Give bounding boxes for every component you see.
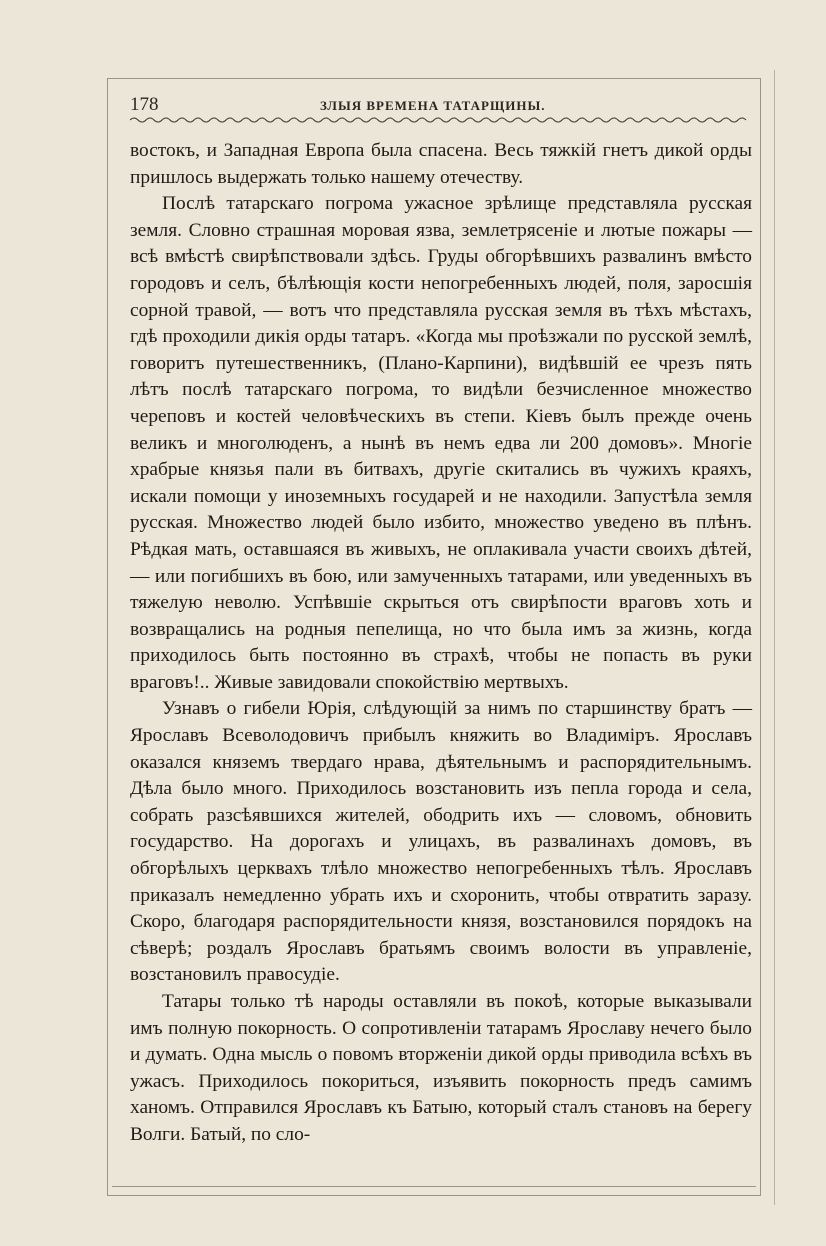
page-header (130, 92, 750, 122)
wavy-ornament-rule (130, 116, 750, 124)
paragraph-4: Татары только тѣ народы оставляли въ покоѣ, которые выказывали имъ полную покорность. О сопротивленіи татарамъ Ярославу нечего было и думать. Одна мысль о повомъ вторженіи дикой орды приводила всѣхъ въ ужасъ. Приходилось покориться, изъявить покорность предъ самимъ ханомъ. Отправился Ярославъ къ Батыю, который сталъ становъ на берегу Волги. Батый, по сло- (130, 991, 752, 1145)
paragraph-1: востокъ, и Западная Европа была спасена. Весь тяжкій гнетъ дикой орды пришлось выдержать только нашему отечеству. (130, 140, 752, 188)
paragraph-3: Узнавъ о гибели Юрія, слѣдующій за нимъ по старшинству братъ — Ярославъ Всеволодовичъ прибылъ княжить во Владиміръ. Ярославъ оказался княземъ твердаго нрава, дѣятельнымъ и распорядительнымъ. Дѣла было много. Приходилось возстановить изъ пепла города и села, собрать разсѣявшихся жителей, ободрить ихъ — словомъ, обновить государство. На дорогахъ и улицахъ, въ развалинахъ домовъ, въ обгорѣлыхъ церквахъ тлѣло множество непогребенныхъ тѣлъ. Ярославъ приказалъ немедленно убрать ихъ и схоронить, чтобы отвратить заразу. Скоро, благодаря распорядительности князя, возстановился порядокъ на сѣверѣ; роздалъ Ярославъ братьямъ своимъ волости въ управленіе, возстановилъ правосудіе. (130, 698, 752, 986)
footer-rule (112, 1186, 756, 1187)
running-title: ЗЛЫЯ ВРЕМЕНА ТАТАРЩИНЫ. (320, 98, 546, 113)
paragraph-2: Послѣ татарскаго погрома ужасное зрѣлище представляла русская земля. Словно страшная моровая язва, землетрясеніе и лютые пожары — всѣ вмѣстѣ свирѣпствовали здѣсь. Груды обгорѣвшихъ развалинъ вмѣсто городовъ и селъ, бѣлѣющія кости непогребенныхъ людей, поля, заросшія сорной травой, — вотъ что представляла русская земля въ тѣхъ мѣстахъ, гдѣ проходили дикія орды татаръ. «Когда мы проѣзжали по русской землѣ, говоритъ путешественникъ, (Плано-Карпини), видѣвшій ее чрезъ пять лѣтъ послѣ татарскаго погрома, то видѣли безчисленное множество череповъ и костей человѣческихъ въ степи. Кіевъ былъ прежде очень великъ и многолюденъ, а нынѣ въ немъ едва ли 200 домовъ». Многіе храбрые князья пали въ битвахъ, другіе скитались въ чужихъ краяхъ, искали помощи у иноземныхъ государей и не находили. Запустѣла земля русская. Множество людей было избито, множество уведено въ плѣнъ. Рѣдкая мать, оставшаяся въ живыхъ, не оплакивала участи своихъ дѣтей, — или погибшихъ въ бою, или замученныхъ татарами, или уведенныхъ въ тяжелую неволю. Успѣвшіе скрыться отъ свирѣпости враговъ хоть и возвращались на родныя пепелища, но что была имъ за жизнь, когда приходилось быть постоянно въ страхѣ, чтобы не попасть въ руки враговъ!.. Живые завидовали спокойствію мертвыхъ. (130, 193, 752, 693)
body-text (130, 138, 752, 1149)
page-edge-line (774, 70, 775, 1205)
page-number: 178 (130, 94, 159, 115)
